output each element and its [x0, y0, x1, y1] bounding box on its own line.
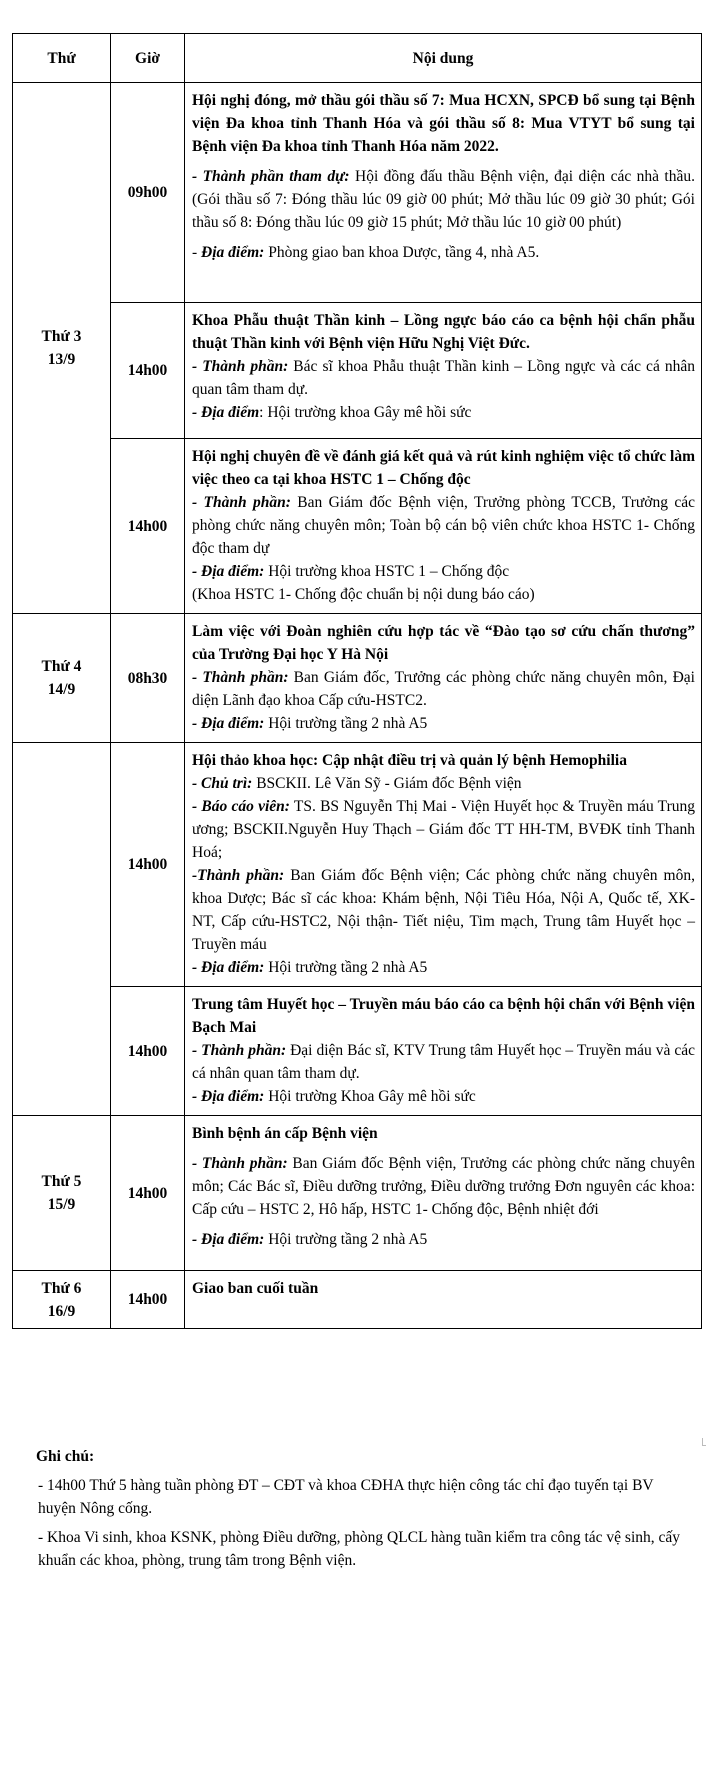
- event-location: [192, 1085, 695, 1108]
- weekly-schedule-table: [12, 33, 702, 1329]
- participants-label: -Thành phần:: [192, 867, 285, 884]
- location-text: Hội trường tầng 2 nhà A5: [264, 715, 428, 732]
- event-note: (Khoa HSTC 1- Chống độc chuẩn bị nội dung báo cáo): [192, 586, 535, 603]
- time-cell: 14h00: [111, 743, 185, 987]
- event-participants: [192, 1152, 695, 1221]
- time-cell: 14h00: [111, 439, 185, 614]
- content-cell: [185, 1116, 702, 1271]
- table-row: [13, 439, 702, 614]
- day-cell-empty: [13, 743, 111, 1116]
- location-prefix: -: [192, 244, 202, 261]
- table-row: [13, 1116, 702, 1271]
- event-participants: [192, 666, 695, 712]
- event-participants: [192, 1039, 695, 1085]
- event-title: Khoa Phẫu thuật Thần kinh – Lồng ngực báo cáo ca bệnh hội chẩn phẫu thuật Thần kinh với Bệnh viện Hữu Nghị Việt Đức.: [192, 312, 695, 352]
- table-row: [13, 303, 702, 439]
- content-cell: [185, 439, 702, 614]
- participants-text: Hội đồng đấu thầu Bệnh viện, đại diện các nhà thầu. (Gói thầu số 7: Đóng thầu lúc 09 giờ 00 phút; Mở thầu lúc 09 giờ 30 phút; Gói thầu số 8: Đóng thầu lúc 09 giờ 15 phút; Mở thầu lúc 10 giờ 00 phút): [192, 168, 695, 231]
- location-label: - Địa điểm:: [192, 563, 265, 580]
- participants-text: Ban Giám đốc Bệnh viện, Trưởng các phòng chức năng chuyên môn; Các Bác sĩ, Điều dưỡng trưởng, Điều dưỡng trưởng Đơn nguyên các khoa: Cấp cứu – HSTC 2, Hô hấp, HSTC 1- Chống độc, Bệnh nhiệt đới: [192, 1155, 695, 1218]
- note-item: - 14h00 Thứ 5 hàng tuần phòng ĐT – CĐT và khoa CĐHA thực hiện công tác chỉ đạo tuyến tại BV huyện Nông cống.: [38, 1477, 654, 1517]
- event-location: [192, 712, 695, 735]
- header-day: Thứ: [13, 34, 111, 83]
- content-cell: [185, 1271, 702, 1329]
- time-cell: 09h00: [111, 83, 185, 303]
- participants-text: Ban Giám đốc, Trưởng các phòng chức năng chuyên môn, Đại diện Lãnh đạo khoa Cấp cứu-HSTC2.: [192, 669, 695, 709]
- participants-text: Ban Giám đốc Bệnh viện, Trưởng phòng TCCB, Trưởng các phòng chức năng chuyên môn; Toàn bộ cán bộ viên chức khoa HSTC 1- Chống độc tham dự: [192, 494, 695, 557]
- location-text: : Hội trường khoa Gây mê hồi sức: [259, 404, 472, 421]
- notes-heading: Ghi chú:: [36, 1448, 95, 1465]
- participants-label: - Thành phần:: [192, 358, 289, 375]
- time-cell: 08h30: [111, 614, 185, 743]
- time-cell: 14h00: [111, 987, 185, 1116]
- content-cell: [185, 987, 702, 1116]
- chair-label: - Chủ trì:: [192, 775, 253, 792]
- content-cell: [185, 83, 702, 303]
- location-label: - Địa điểm: [192, 404, 260, 421]
- event-title: Hội nghị đóng, mở thầu gói thầu số 7: Mua HCXN, SPCĐ bổ sung tại Bệnh viện Đa khoa tỉnh Thanh Hóa và gói thầu số 8: Mua VTYT bổ sung tại Bệnh viện Đa khoa tỉnh Thanh Hóa năm 2022.: [192, 92, 695, 155]
- table-row: [13, 83, 702, 303]
- event-location: [192, 401, 695, 424]
- table-header-row: [13, 34, 702, 83]
- table-row: [13, 987, 702, 1116]
- day-date: 15/9: [47, 1196, 76, 1213]
- event-title: Hội thảo khoa học: Cập nhật điều trị và quản lý bệnh Hemophilia: [192, 752, 627, 769]
- event-speakers: [192, 795, 695, 864]
- header-time: Giờ: [111, 34, 185, 83]
- event-location: [192, 1228, 695, 1251]
- event-location: [192, 956, 695, 979]
- content-cell: [185, 614, 702, 743]
- day-cell: [13, 1116, 111, 1271]
- event-title: Làm việc với Đoàn nghiên cứu hợp tác về “Đào tạo sơ cứu chấn thương” của Trường Đại học Y Hà Nội: [192, 623, 695, 663]
- table-row: [13, 614, 702, 743]
- header-content: Nội dung: [185, 34, 702, 83]
- location-label: - Địa điểm:: [192, 959, 265, 976]
- location-text: Hội trường Khoa Gây mê hồi sức: [264, 1088, 476, 1105]
- event-location: [192, 241, 695, 264]
- day-name: Thứ 4: [41, 658, 82, 675]
- event-participants: [192, 165, 695, 234]
- participants-label: - Thành phần:: [192, 1155, 288, 1172]
- time-cell: 14h00: [111, 1116, 185, 1271]
- event-participants: [192, 491, 695, 560]
- event-title: Giao ban cuối tuần: [192, 1280, 319, 1297]
- note-item: - Khoa Vi sinh, khoa KSNK, phòng Điều dưỡng, phòng QLCL hàng tuần kiểm tra công tác vệ sinh, cấy khuẩn các khoa, phòng, trung tâm trong Bệnh viện.: [38, 1529, 681, 1569]
- event-location: [192, 560, 695, 583]
- day-cell: [13, 614, 111, 743]
- event-participants: [192, 355, 695, 401]
- day-date: 13/9: [47, 351, 76, 368]
- corner-mark: [702, 1438, 706, 1446]
- chair-text: BSCKII. Lê Văn Sỹ - Giám đốc Bệnh viện: [252, 775, 522, 792]
- day-name: Thứ 5: [41, 1173, 82, 1190]
- participants-label: - Thành phần:: [192, 669, 289, 686]
- location-label: Địa điểm:: [201, 244, 265, 261]
- participants-label: - Thành phần:: [192, 1042, 287, 1059]
- content-cell: [185, 303, 702, 439]
- location-label: - Địa điểm:: [192, 1231, 265, 1248]
- event-chair: [192, 772, 695, 795]
- day-name: Thứ 3: [41, 328, 82, 345]
- participants-label: - Thành phần tham dự:: [192, 168, 350, 185]
- participants-text: Bác sĩ khoa Phẫu thuật Thần kinh – Lồng ngực và các cá nhân quan tâm tham dự.: [192, 358, 695, 398]
- day-date: 14/9: [47, 681, 76, 698]
- location-text: Hội trường khoa HSTC 1 – Chống độc: [264, 563, 510, 580]
- location-label: - Địa điểm:: [192, 1088, 265, 1105]
- day-name: Thứ 6: [41, 1279, 82, 1297]
- time-cell: 14h00: [111, 303, 185, 439]
- participants-text: Đại diện Bác sĩ, KTV Trung tâm Huyết học – Truyền máu và các cá nhân quan tâm tham dự.: [192, 1042, 695, 1082]
- location-label: - Địa điểm:: [192, 715, 265, 732]
- time-cell: 14h00: [111, 1271, 185, 1329]
- speakers-label: - Báo cáo viên:: [192, 798, 290, 815]
- table-row: [13, 743, 702, 987]
- day-cell: [13, 83, 111, 614]
- location-text: Hội trường tầng 2 nhà A5: [264, 959, 428, 976]
- event-title: Trung tâm Huyết học – Truyền máu báo cáo ca bệnh hội chẩn với Bệnh viện Bạch Mai: [192, 996, 695, 1036]
- notes-section: [38, 1445, 688, 1578]
- participants-text: Ban Giám đốc Bệnh viện; Các phòng chức năng chuyên môn, khoa Dược; Bác sĩ các khoa: Khám bệnh, Nội Tiêu Hóa, Nội A, Quốc tế, XK-NT, Cấp cứu-HSTC2, Nội thận- Tiết niệu, Tim mạch, Trung tâm Huyết học – Truyền máu: [192, 867, 695, 953]
- event-title: Bình bệnh án cấp Bệnh viện: [192, 1125, 378, 1142]
- day-date: 16/9: [47, 1302, 76, 1320]
- location-text: Hội trường tầng 2 nhà A5: [264, 1231, 428, 1248]
- content-cell: [185, 743, 702, 987]
- location-text: Phòng giao ban khoa Dược, tầng 4, nhà A5.: [264, 244, 540, 261]
- event-title: Hội nghị chuyên đề về đánh giá kết quả và rút kinh nghiệm việc tổ chức làm việc theo ca tại khoa HSTC 1 – Chống độc: [192, 448, 695, 488]
- day-cell: [13, 1271, 111, 1329]
- table-row: [13, 1271, 702, 1329]
- event-participants: [192, 864, 695, 956]
- participants-label: - Thành phần:: [192, 494, 291, 511]
- speakers-text: TS. BS Nguyễn Thị Mai - Viện Huyết học & Truyền máu Trung ương; BSCKII.Nguyễn Huy Thạch – Giám đốc TT HH-TM, BVĐK tỉnh Thanh Hoá;: [192, 798, 695, 861]
